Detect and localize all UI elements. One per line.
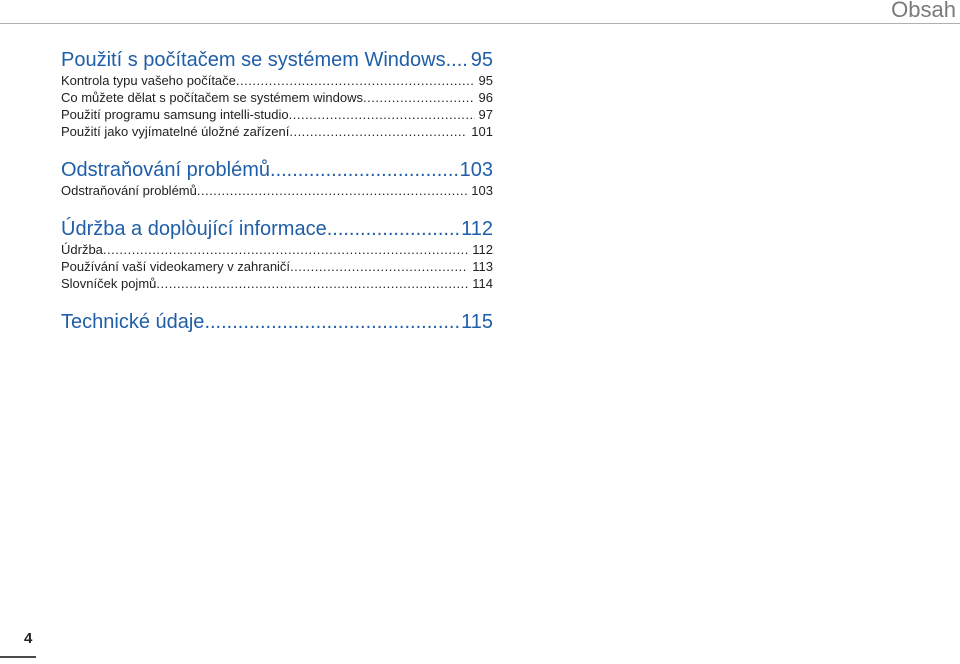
dot-leader xyxy=(270,158,458,182)
toc-entry-label: Použití programu samsung intelli-studio xyxy=(61,107,289,122)
toc-entry-page: 112 xyxy=(472,242,493,257)
toc-section-specs xyxy=(61,310,493,334)
toc-heading[interactable] xyxy=(61,310,493,334)
toc-heading[interactable] xyxy=(61,48,493,72)
dot-leader xyxy=(289,106,475,123)
toc-heading-label: Odstraňování problémů xyxy=(61,159,271,181)
toc-entry-label: Použití jako vyjímatelné úložné zařízení xyxy=(61,124,290,139)
table-of-contents xyxy=(61,48,493,334)
toc-heading-label: Použití s počítačem se systémem Windows xyxy=(61,49,446,71)
dot-leader xyxy=(446,48,469,72)
dot-leader xyxy=(156,275,468,292)
page-number-underline xyxy=(0,656,36,658)
toc-section-windows xyxy=(61,48,493,140)
dot-leader xyxy=(290,258,468,275)
page-header-title: Obsah xyxy=(891,0,956,22)
toc-entry-label: Slovníček pojmů xyxy=(61,276,157,291)
dot-leader xyxy=(363,89,475,106)
header-divider xyxy=(0,23,960,24)
toc-entry-label: Kontrola typu vašeho počítače xyxy=(61,73,236,88)
toc-entry-page: 97 xyxy=(478,107,493,122)
toc-entry[interactable] xyxy=(61,123,493,140)
toc-entry-label: Údržba xyxy=(61,242,103,257)
toc-entry-label: Co můžete dělat s počítačem se systémem windows xyxy=(61,90,364,105)
toc-heading[interactable] xyxy=(61,158,493,182)
toc-entry[interactable] xyxy=(61,72,493,89)
toc-entry-page: 103 xyxy=(471,183,493,198)
toc-entry[interactable] xyxy=(61,241,493,258)
dot-leader xyxy=(236,72,475,89)
toc-entry-label: Používání vaší videokamery v zahraničí xyxy=(61,259,291,274)
toc-heading-page: 112 xyxy=(461,218,493,240)
toc-entry[interactable] xyxy=(61,182,493,199)
page-number: 4 xyxy=(24,630,33,647)
toc-entry-page: 114 xyxy=(472,276,493,291)
toc-heading-label: Technické údaje xyxy=(61,311,205,333)
dot-leader xyxy=(327,217,459,241)
toc-section-troubleshooting xyxy=(61,158,493,199)
toc-entry-page: 101 xyxy=(471,124,493,139)
toc-entry-page: 113 xyxy=(472,259,493,274)
dot-leader xyxy=(197,182,467,199)
dot-leader xyxy=(204,310,459,334)
toc-entry[interactable] xyxy=(61,89,493,106)
toc-heading-page: 115 xyxy=(461,311,493,333)
toc-entry[interactable] xyxy=(61,275,493,292)
toc-heading-label: Údržba a doplòující informace xyxy=(61,218,327,240)
dot-leader xyxy=(289,123,467,140)
toc-heading[interactable] xyxy=(61,217,493,241)
toc-entry[interactable] xyxy=(61,258,493,275)
dot-leader xyxy=(103,241,468,258)
page-number-marker xyxy=(0,626,36,662)
toc-entry-page: 96 xyxy=(478,90,493,105)
toc-entry-label: Odstraňování problémů xyxy=(61,183,197,198)
toc-entry[interactable] xyxy=(61,106,493,123)
toc-heading-page: 95 xyxy=(470,49,493,71)
toc-section-maintenance xyxy=(61,217,493,292)
toc-entry-page: 95 xyxy=(478,73,493,88)
toc-heading-page: 103 xyxy=(459,159,493,181)
